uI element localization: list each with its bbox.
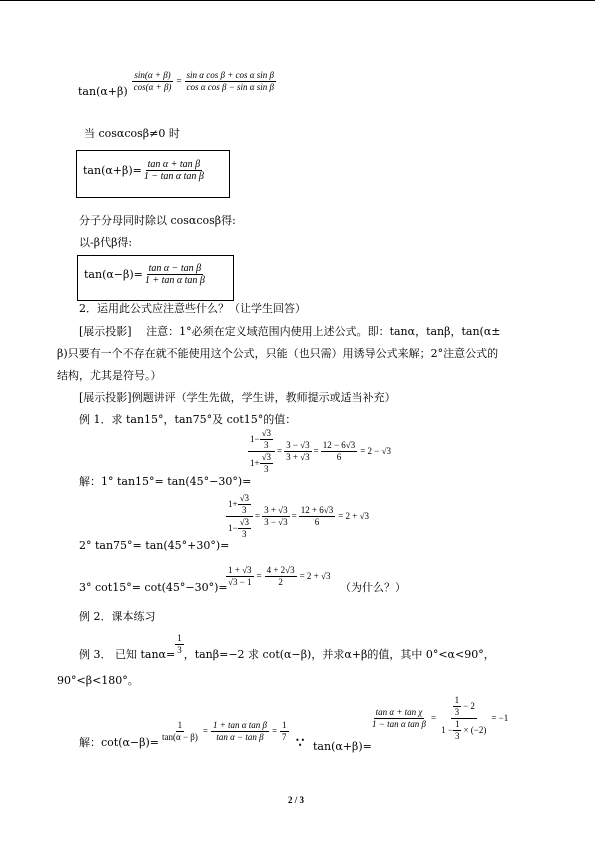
- box1-fraction: $\frac{\text{tan α + tan β}}{\text{1 − tan α tan β}}$: [143, 159, 204, 182]
- eq1-fraction-1: $\frac{\sin(\alpha + \beta)}{\cos(\alpha + \beta)}$: [133, 70, 172, 92]
- note-line-1: [展示投影] 注意：1°必须在定义域范围内使用上述公式。即：tanα，tanβ，tan(α±: [79, 325, 501, 338]
- sol2-fraction-b: $\frac{3 + √3}{3 - √3}$: [264, 505, 288, 527]
- solex3-fraction-d: $\frac{\text{tan α + tan χ}}{\text{1 − tan α tan β}}$: [372, 707, 427, 729]
- solution-ex3-label: 解：cot(α−β)=: [79, 736, 160, 749]
- box2-lhs: tan(α−β)=: [84, 267, 143, 281]
- solex3-fraction-c: $\frac{1}{7}$: [282, 720, 287, 742]
- equation-tan-sum-expansion: tan(α+β) $\frac{\sin(\alpha + \beta)}{\cos(\alpha + \beta)}$ = $\frac{\text{sin α cos β + cos α sin β}}{\text{cos α cos β − sin α sin β}}$: [78, 70, 275, 98]
- sol3-fraction-b: $\frac{4 + 2√3}{2}$: [266, 565, 295, 587]
- solution-1-label: 解：1° tan15°= tan(45°−30°)=: [79, 475, 252, 488]
- sol3-fraction-a: $\frac{1 + √3}{√3 - 1}$: [228, 565, 252, 587]
- eq1-fraction-2: $\frac{\text{sin α cos β + cos α sin β}}{\text{cos α cos β − sin α sin β}}$: [186, 70, 275, 92]
- solution-1-math: 1− $\frac{√3}{3}$ 1+ $\frac{√3}{3}$ = $\frac{3 - √3}{3 + √3}$ = $\frac{12 - 6√3}{6}$ = 2 − √3: [250, 428, 392, 474]
- example-3-line-2: 90°<β<180°。: [57, 674, 139, 687]
- sol1-fraction-c: $\frac{12 - 6√3}{6}$: [322, 440, 356, 462]
- solex3-complex-fraction: $\frac{1}{3}$ − 2 1 − $\frac{1}{3}$ × (−2): [441, 695, 487, 741]
- sol2-result: = 2 + √3: [338, 511, 370, 521]
- question-2: 2．运用此公式应注意些什么？（让学生回答）: [79, 302, 306, 315]
- solex3-fraction-b: $\frac{\text{1 + tan α tan β}}{\text{tan α − tan β}}$: [212, 720, 267, 742]
- note-line-3: 结构，尤其是符号。）: [57, 369, 162, 382]
- box1-lhs: tan(α+β)=: [83, 163, 142, 177]
- page-number: 2 / 3: [288, 795, 305, 805]
- sol1-result: = 2 − √3: [360, 446, 392, 456]
- because-symbol: ∵: [296, 735, 305, 750]
- ex3-tan-alpha-fraction: $\frac{1}{3}$: [177, 633, 182, 655]
- divide-line: 分子分母同时除以 cosαcosβ得:: [79, 214, 236, 227]
- solex3-fraction-a: $\frac{1}{\tan(\alpha - \beta)}$: [162, 720, 198, 742]
- solution-ex3-tan-label: tan(α+β)=: [313, 740, 372, 753]
- sol3-result: = 2 + √3: [299, 571, 331, 581]
- example-2: 例 2．课本练习: [79, 610, 156, 623]
- solution-2-math: 1+ $\frac{√3}{3}$ 1− $\frac{√3}{3}$ = $\frac{3 + √3}{3 - √3}$ = $\frac{12 + 6√3}{6}$ = 2 + √3: [228, 493, 370, 539]
- solution-3-why: （为什么？）: [340, 581, 406, 594]
- formula-box-tan-diff: [77, 255, 234, 301]
- box2-fraction: $\frac{\text{tan α − tan β}}{\text{1 + tan α tan β}}$: [144, 263, 205, 286]
- eq1-lhs: tan(α+β): [78, 84, 128, 98]
- solution-2-label: 2° tan75°= tan(45°+30°)=: [79, 539, 230, 552]
- condition-line: 当 cosαcosβ≠0 时: [84, 127, 180, 140]
- top-rule: [0, 0, 595, 1]
- example-3-line-1: 例 3． 已知 tanα= $\frac{1}{3}$ ，tanβ=−2 求 cot(α−β)，并求α+β的值，其中 0°<α<90°，: [79, 633, 495, 661]
- example-1-intro: 例 1．求 tan15°，tan75°及 cot15°的值：: [79, 413, 297, 426]
- solution-ex3-math-b: $\frac{\text{tan α + tan χ}}{\text{1 − tan α tan β}}$ = $\frac{1}{3}$ − 2 1 − $\frac{1}{3}$ × (−2) = −1: [372, 695, 509, 741]
- sol1-fraction-b: $\frac{3 - √3}{3 + √3}$: [286, 440, 310, 462]
- solution-ex3-math-a: $\frac{1}{\tan(\alpha - \beta)}$ = $\frac{\text{1 + tan α tan β}}{\text{tan α − tan β}}$ = $\frac{1}{7}$: [162, 720, 287, 742]
- replace-line: 以-β代β得:: [79, 236, 133, 249]
- review-line: [展示投影]例题讲评（学生先做，学生讲，教师提示或适当补充）: [79, 391, 396, 404]
- note-line-2: β)只要有一个不存在就不能使用这个公式，只能（也只需）用诱导公式来解；2°注意公式的: [57, 347, 499, 360]
- solution-3-label: 3° cot15°= cot(45°−30°)=: [79, 581, 228, 594]
- formula-box-tan-sum: [76, 150, 230, 198]
- sol2-complex-fraction: 1+ $\frac{√3}{3}$ 1− $\frac{√3}{3}$: [226, 493, 253, 540]
- solution-3-math: $\frac{1 + √3}{√3 - 1}$ = $\frac{4 + 2√3}{2}$ = 2 + √3: [228, 565, 331, 587]
- solex3-result: = −1: [491, 713, 509, 723]
- sol2-fraction-c: $\frac{12 + 6√3}{6}$: [300, 505, 334, 527]
- sol1-complex-fraction: 1− $\frac{√3}{3}$ 1+ $\frac{√3}{3}$: [248, 428, 275, 475]
